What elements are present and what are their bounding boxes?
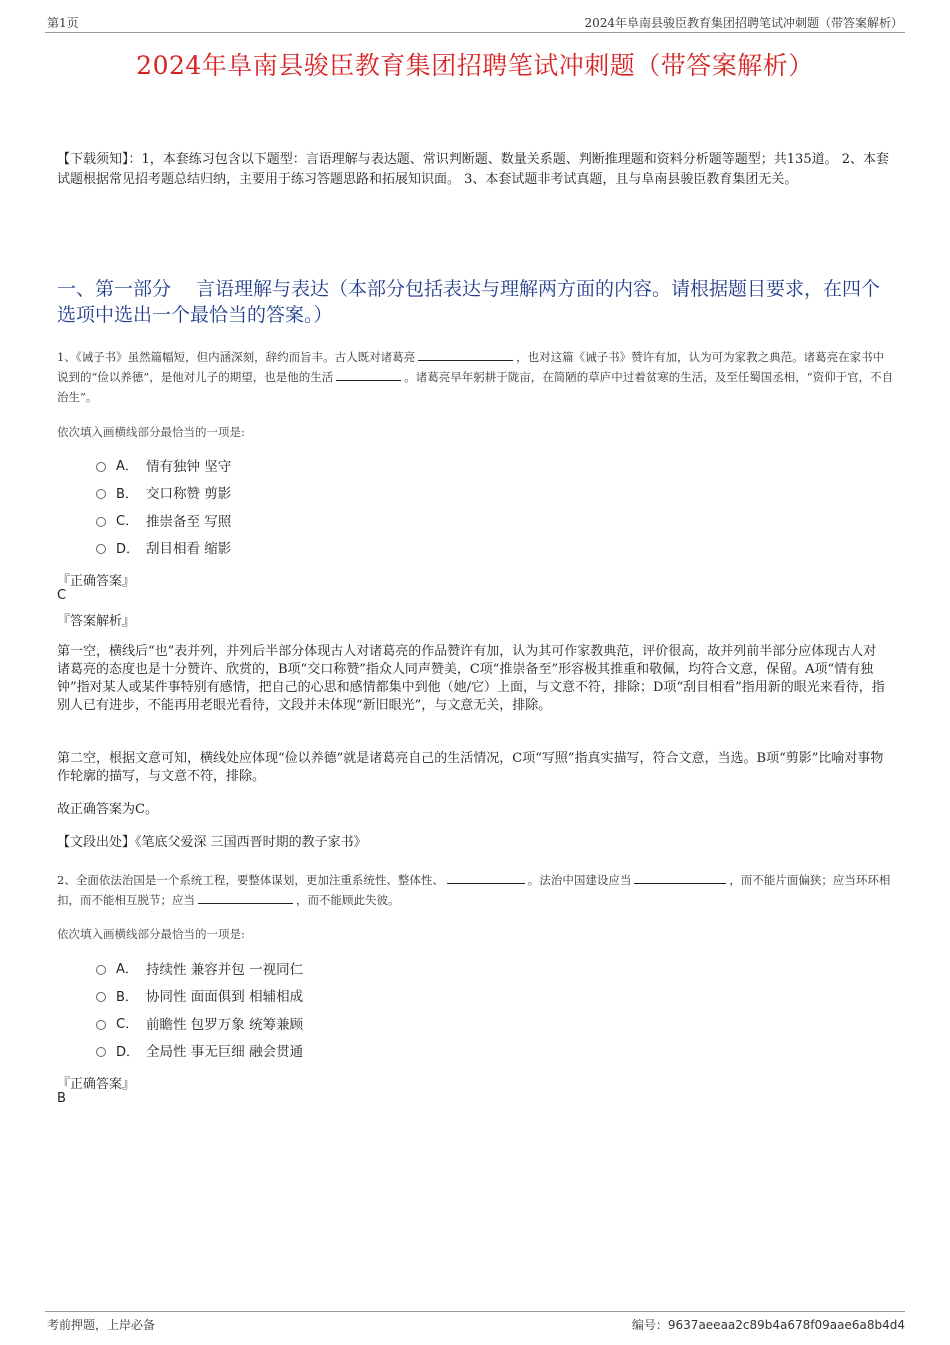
option-text: 持续性 兼容并包 一视同仁 [146,961,304,978]
blank-3 [198,891,293,904]
question-2-options [96,954,303,1064]
option-b[interactable] [96,479,231,507]
option-text: 刮目相看 缩影 [146,541,232,558]
option-text: 全局性 事无巨细 融会贯通 [146,1044,304,1061]
analysis-paragraph-2: 第二空，根据文意可知，横线处应体现“俭以养德”就是诸葛亮自己的生活情况，C项“写照”指真实描写，符合文意，当选。B项“剪影”比喻对事物作轮廓的描写，与文意不符，排除。 [57,751,884,784]
passage-source: 【文段出处】《笔底父爱深 三国西晋时期的教子家书》 [57,835,367,850]
radio-icon[interactable] [96,462,106,472]
radio-icon[interactable] [96,965,106,975]
correct-answer-value: C [57,588,67,603]
option-c[interactable] [96,506,231,534]
option-text: 情有独钟 坚守 [146,458,232,475]
option-letter: D． [116,541,140,557]
radio-icon[interactable] [96,517,106,527]
option-letter: C． [116,1017,139,1033]
footer-divider [45,1311,905,1312]
option-c[interactable] [96,1009,303,1037]
correct-answer-label: 『正确答案』 [57,1077,136,1092]
question-1-options [96,451,231,561]
question-2-text-part-b: 。法治中国建设应当 [527,873,632,887]
blank-1 [418,348,513,361]
page-title: 2024年阜南县骏臣教育集团招聘笔试冲刺题（带答案解析） [136,51,814,80]
running-header-title: 2024年阜南县骏臣教育集团招聘笔试冲刺题（带答案解析） [584,16,903,30]
radio-icon[interactable] [96,489,106,499]
analysis-label: 『答案解析』 [57,614,136,629]
question-1-text-part-a: 1、《诫子书》虽然篇幅短，但内涵深刻，辞约而旨丰。古人既对诸葛亮 [57,350,416,364]
blank-2 [336,368,401,381]
radio-icon[interactable] [96,992,106,1002]
option-text: 协同性 面面俱到 相辅相成 [146,989,304,1006]
analysis-paragraph-1: 第一空，横线后“也”表并列，并列后半部分体现古人对诸葛亮的作品赞许有加，认为其可作家教典范，评价很高，故并列前半部分应体现古人对诸葛亮的态度也是十分赞许、欣赏的，B项“交口称赞”指众人同声赞美，C项“推崇备至”形容极其推重和敬佩，均符合文意，保留。A项“情有独钟”指对某人或某件事特别有感情，把自己的心思和感情都集中到他（她/它）上面，与文意不符，排除；D项“刮目相看”指用新的眼光来看待，指别人已有进步，不能再用老眼光看待，文段并未体现“新旧眼光”，与文意无关，排除。 [57,644,885,713]
option-a[interactable] [96,451,231,479]
blank-1 [447,871,525,884]
option-letter: B． [116,486,138,502]
option-letter: A． [116,962,138,978]
correct-answer-label: 『正确答案』 [57,574,136,589]
question-1-text [57,347,895,407]
question-1-prompt: 依次填入画横线部分最恰当的一项是: [57,425,245,439]
header-divider [45,32,905,33]
question-2-text-part-d: ，而不能顾此失彼。 [296,893,400,907]
option-text: 推崇备至 写照 [146,513,232,530]
option-letter: D． [116,1044,140,1060]
option-letter: C． [116,514,139,530]
option-letter: A． [116,459,138,475]
radio-icon[interactable] [96,1020,106,1030]
question-2-text [57,870,895,910]
option-letter: B． [116,989,138,1005]
question-1-text-part-b: ，也对这篇《诫子书》赞许有加，认为可为家教之典范。诸葛亮在家书中说到的“俭以养德”，是他对儿子的期望，也是他的生活 [57,350,885,384]
download-notice: 【下载须知】：1，本套练习包含以下题型：言语理解与表达题、常识判断题、数量关系题、判断推理题和资料分析题等题型；共135道。 2、本套试题根据常见招考题总结归纳，主要用于练习答题思路和拓展知识面。 3、本套试题非考试真题，且与阜南县骏臣教育集团无关。 [57,152,889,187]
option-b[interactable] [96,982,303,1010]
page-number: 第1页 [47,16,79,30]
question-2-text-part-a: 2、全面依法治国是一个系统工程，要整体谋划，更加注重系统性、整体性、 [57,873,444,887]
option-a[interactable] [96,954,303,982]
question-2-prompt: 依次填入画横线部分最恰当的一项是: [57,927,245,941]
question-1-text-part-c: 。诸葛亮早年躬耕于陇亩，在简陋的草庐中过着贫寒的生活，及至任蜀国丞相，“资仰于官，不自治生”。 [57,370,894,404]
option-text: 交口称赞 剪影 [146,486,232,503]
document-id: 编号：9637aeeaa2c89b4a678f09aae6a8b4d4 [631,1318,905,1332]
option-d[interactable] [96,534,231,562]
option-text: 前瞻性 包罗万象 统筹兼顾 [146,1016,304,1033]
correct-answer-value: B [57,1091,66,1106]
section-heading: 一、第一部分 言语理解与表达（本部分包括表达与理解两方面的内容。请根据题目要求，在四个选项中选出一个最恰当的答案。） [57,278,881,326]
blank-2 [634,871,726,884]
radio-icon[interactable] [96,544,106,554]
question-2-text-part-c: ，而不能片面偏狭；应当环环相扣，而不能相互脱节；应当 [57,873,891,907]
footer-slogan: 考前押题，上岸必备 [47,1318,156,1332]
radio-icon[interactable] [96,1047,106,1057]
analysis-conclusion: 故正确答案为C。 [57,802,158,817]
option-d[interactable] [96,1037,303,1065]
